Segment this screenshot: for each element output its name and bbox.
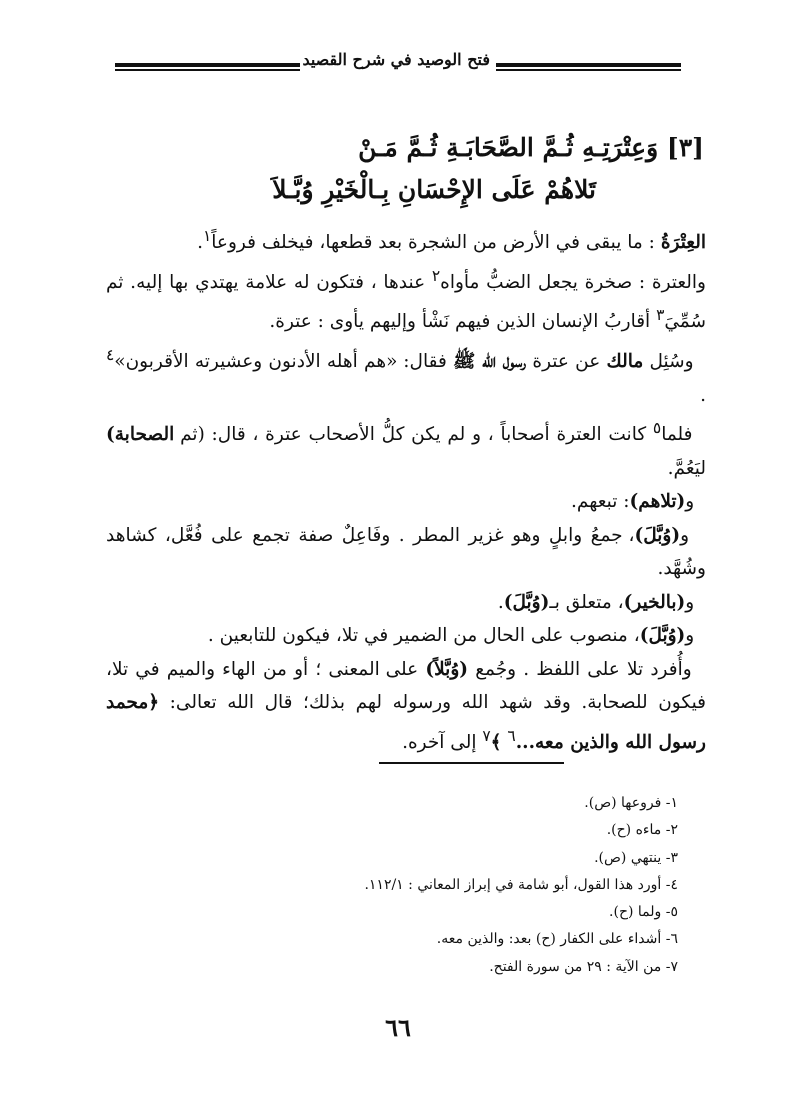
footnote-ref: ١ bbox=[203, 227, 212, 245]
paragraph-text: عن عترة bbox=[532, 351, 601, 373]
footnote-3: ٣- ينتهي (ص). bbox=[594, 849, 678, 866]
paragraph-text: ، متعلق بـ bbox=[549, 591, 624, 613]
footnote-2: ٢- ماءه (ح). bbox=[606, 822, 678, 839]
paragraph-text: والعترة : صخرة يجعل الضبُّ مأواه bbox=[440, 271, 706, 293]
footnote-4: ٤- أورد هذا القول، أبو شامة في إبراز المعاني : ١١٢/١. bbox=[364, 876, 678, 893]
paragraph-wubbal bbox=[106, 519, 706, 586]
paragraph-text: . bbox=[700, 384, 706, 406]
bold-term: (تلاهم) bbox=[629, 491, 686, 513]
paragraph-text: : ما يبقى في الأرض من الشجرة بعد قطعها، فيخلف فروعاً bbox=[211, 232, 655, 254]
paragraph-text: أقاربُ الإنسان الذين فيهم نَشْأ وإليهم يأوى : عترة. bbox=[269, 311, 651, 333]
paragraph-ufrid bbox=[106, 653, 706, 760]
footnote-ref: ٢ bbox=[431, 266, 441, 285]
paragraph-text: ليَعُمَّ. bbox=[667, 457, 706, 479]
footnote-ref: ٧ bbox=[482, 726, 491, 745]
paragraph-text: و bbox=[685, 591, 695, 613]
paragraph-text: فقال: «هم أهله الأدنون وعشيرته الأقربون» bbox=[114, 351, 447, 373]
paragraph-text: . bbox=[497, 591, 504, 613]
header-rule-left bbox=[115, 63, 300, 71]
paragraph-text: ، جمعُ وابلٍ وهو غزير المطر . وفَاعِلٌ صفة تجمع على فُعَّل، كشاهد وشُهَّد. bbox=[106, 524, 706, 580]
header-rule-right bbox=[496, 63, 681, 71]
footnote-1: ١- فروعها (ص). bbox=[584, 795, 678, 811]
name-rasul: رسول الله ﷺ bbox=[453, 351, 527, 373]
header-title: فتح الوصيد في شرح القصيد bbox=[302, 50, 490, 69]
bold-term: (بالخير) bbox=[623, 591, 686, 613]
verse-line-2: تَلاهُمْ عَلَى الإِحْسَانِ بِـالْخَيْرِ وُبَّـلاَ bbox=[272, 175, 596, 204]
footnote-7: ٧- من الآية : ٢٩ من سورة الفتح. bbox=[489, 958, 678, 975]
term-itrah: العِتْرَةُ bbox=[660, 232, 706, 254]
paragraph-text: كانت العترة أصحاباً ، و لم يكن كلُّ الأصحاب عترة ، قال: (ثم bbox=[180, 424, 647, 446]
bold-term: الصحابة) bbox=[106, 424, 175, 446]
paragraph-text: وسُئِل bbox=[649, 351, 694, 373]
bold-term: (وُبَّلاً) bbox=[425, 658, 469, 680]
footnotes bbox=[118, 790, 678, 981]
paragraph-text: وأُفرد تلا على اللفظ . وجُمع bbox=[475, 658, 692, 680]
paragraph-text: و bbox=[680, 524, 690, 546]
footnote-ref: ٤ bbox=[106, 345, 115, 364]
footnote-ref: ٦ bbox=[507, 726, 516, 745]
paragraph-text: و bbox=[685, 491, 695, 513]
paragraph-text: إلى آخره. bbox=[402, 731, 477, 753]
footnote-ref: ٥ bbox=[652, 419, 662, 438]
paragraph-bilkhayr bbox=[106, 586, 706, 620]
paragraph-mansub bbox=[106, 619, 706, 653]
name-malik: مالك bbox=[606, 351, 644, 373]
quran-bracket: ﴾ bbox=[490, 731, 502, 753]
quran-quote: ﴿محمد رسول الله والذين معه... bbox=[106, 692, 706, 753]
commentary-body bbox=[106, 220, 706, 759]
paragraph-text: و bbox=[685, 625, 695, 647]
paragraph-text: عندها ، فتكون له علامة يهتدي بها إليه. ثم سُمِّيَ bbox=[106, 271, 706, 333]
footnote-6: ٦- أشداء على الكفار (ح) بعد: والذين معه. bbox=[436, 931, 678, 948]
bold-term: (وُبَّلَ) bbox=[503, 591, 550, 613]
footnote-ref: ٣ bbox=[656, 306, 665, 325]
footnote-divider bbox=[379, 762, 564, 764]
paragraph-definition: العِتْرَةُ : ما يبقى في الأرض من الشجرة بعد قطعها، فيخلف فروعاً$^١$. bbox=[197, 227, 706, 254]
paragraph-rock bbox=[106, 260, 706, 339]
paragraph-text: فلما bbox=[661, 424, 693, 446]
footnote-5: ٥- ولما (ح). bbox=[609, 904, 678, 921]
verse-line-1: [٣] وَعِتْرَتِـهِ ثُـمَّ الصَّحَابَـةِ ثُـمَّ مَـنْ bbox=[358, 133, 704, 162]
bold-term: (وُبَّلَ) bbox=[639, 625, 686, 647]
paragraph-text: على المعنى ؛ أو من الهاء والميم في تلا، فيكون للصحابة. وقد شهد الله ورسوله لهم بذلك؛ قال الله تعالى: bbox=[106, 658, 706, 714]
paragraph-text: : تبعهم. bbox=[571, 491, 630, 513]
bold-term: (وُبَّلَ) bbox=[634, 524, 681, 546]
paragraph-companions bbox=[106, 412, 706, 485]
page-number: ٦٦ bbox=[385, 1013, 411, 1042]
running-header bbox=[115, 48, 681, 80]
paragraph-text: ، منصوب على الحال من الضمير في تلا، فيكون للتابعين . bbox=[207, 625, 640, 647]
paragraph-malik bbox=[106, 339, 706, 412]
paragraph-talahum bbox=[106, 485, 706, 519]
